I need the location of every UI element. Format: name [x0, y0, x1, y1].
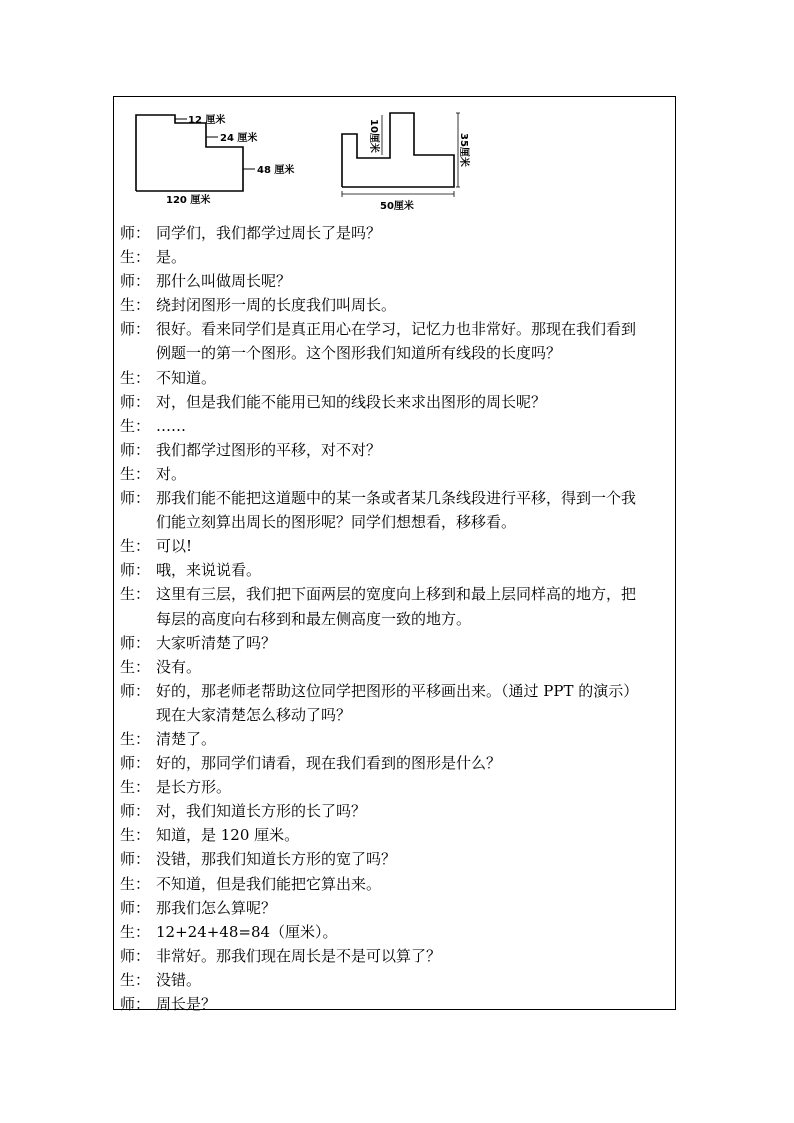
speaker-label: 生：: [120, 826, 151, 845]
dialogue-line: [120, 751, 670, 775]
dialogue-text: 非常好。那我们现在周长是不是可以算了？: [156, 946, 442, 965]
speaker-label: 生：: [120, 874, 151, 893]
dialogue-line: [120, 486, 670, 534]
speaker-label: 师：: [120, 272, 151, 291]
speaker-label: 生：: [120, 248, 151, 267]
speaker-label: 师：: [120, 946, 151, 965]
dialogue-line: [120, 558, 670, 582]
speaker-label: 师：: [120, 898, 151, 917]
dialogue-line: [120, 679, 670, 727]
speaker-label: 师：: [120, 392, 151, 411]
dialogue-text: 同学们，我们都学过周长了是吗？: [156, 224, 382, 242]
dialogue-line: [120, 775, 670, 799]
dialogue: [120, 221, 670, 1016]
dialogue-line: [120, 631, 670, 655]
dialogue-text: 好的，那老师老帮助这位同学把图形的平移画出来。（通过 PPT 的演示）: [156, 681, 639, 700]
dialogue-line: [120, 944, 670, 968]
figure-2-label-50: 50厘米: [380, 201, 414, 212]
dialogue-text: 知道，是 120 厘米。: [156, 826, 300, 845]
speaker-label: 师：: [120, 561, 151, 580]
speaker-label: 生：: [120, 416, 151, 435]
speaker-label: 师：: [120, 224, 151, 242]
dialogue-line: [120, 293, 670, 317]
dialogue-text: 清楚了。: [156, 729, 217, 748]
dialogue-text: 好的，那同学们请看，现在我们看到的图形是什么？: [156, 754, 502, 773]
dialogue-text: 可以!: [156, 537, 193, 556]
dialogue-text: 对。: [156, 464, 187, 483]
dialogue-line: [120, 872, 670, 896]
dialogue-text: 很好。看来同学们是真正用心在学习，记忆力也非常好。那现在我们看到: [156, 320, 637, 339]
dialogue-line: [120, 462, 670, 486]
speaker-label: 师：: [120, 995, 151, 1013]
dialogue-text: 那什么叫做周长呢？: [156, 272, 292, 291]
dialogue-line: [120, 390, 670, 414]
dialogue-text: 是。: [156, 248, 187, 267]
dialogue-line: [120, 896, 670, 920]
speaker-label: 师：: [120, 633, 151, 652]
speaker-label: 生：: [120, 778, 151, 797]
dialogue-text: ……: [156, 416, 186, 435]
dialogue-text: 哦，来说说看。: [156, 561, 262, 580]
speaker-label: 生：: [120, 537, 151, 556]
figure-2-t-shape: [342, 113, 471, 212]
dialogue-line: [120, 269, 670, 293]
dialogue-line: [120, 968, 670, 992]
figures: [114, 97, 677, 217]
dialogue-line: [120, 366, 670, 390]
dialogue-text: 不知道，但是我们能把它算出来。: [156, 874, 382, 893]
figure-2-label-10: 10厘米: [368, 119, 379, 153]
dialogue-text: 大家听清楚了吗？: [156, 633, 277, 652]
speaker-label: 师：: [120, 681, 151, 700]
figure-1-stepped-shape: [136, 113, 294, 206]
dialogue-line: [120, 920, 670, 944]
dialogue-line: [120, 727, 670, 751]
dialogue-text: 这里有三层，我们把下面两层的宽度向上移到和最上层同样高的地方，把: [156, 585, 637, 604]
figure-1-label-24: 24 厘米: [220, 133, 258, 144]
speaker-label: 生：: [120, 585, 151, 604]
figure-2-label-35: 35厘米: [458, 133, 469, 167]
dialogue-line: [120, 655, 670, 679]
dialogue-line: [120, 582, 670, 630]
speaker-label: 生：: [120, 922, 151, 941]
dialogue-line: [120, 847, 670, 871]
figure-1-label-120: 120 厘米: [166, 195, 211, 206]
dialogue-text: 没错，那我们知道长方形的宽了吗？: [156, 850, 397, 869]
dialogue-text: 对，但是我们能不能用已知的线段长来求出图形的周长呢？: [156, 392, 547, 411]
speaker-label: 生：: [120, 368, 151, 387]
dialogue-line: [120, 414, 670, 438]
dialogue-text: 是长方形。: [156, 778, 232, 797]
speaker-label: 生：: [120, 657, 151, 676]
dialogue-line: [120, 992, 670, 1016]
speaker-label: 师：: [120, 440, 151, 459]
dialogue-line: [120, 438, 670, 462]
dialogue-text: 12+24+48=84（厘米）。: [156, 922, 338, 941]
dialogue-text: 那我们怎么算呢？: [156, 898, 277, 917]
speaker-label: 生：: [120, 970, 151, 989]
dialogue-text: 对，我们知道长方形的长了吗？: [156, 802, 367, 821]
speaker-label: 师：: [120, 320, 151, 339]
dialogue-text: 每层的高度向右移到和最左侧高度一致的地方。: [156, 609, 472, 628]
speaker-label: 生：: [120, 296, 151, 315]
speaker-label: 师：: [120, 754, 151, 773]
dialogue-text: 没有。: [156, 657, 202, 676]
dialogue-text: 那我们能不能把这道题中的某一条或者某几条线段进行平移，得到一个我: [156, 489, 637, 508]
figure-1-label-48: 48 厘米: [257, 165, 295, 176]
speaker-label: 师：: [120, 802, 151, 821]
speaker-label: 生：: [120, 464, 151, 483]
dialogue-text: 我们都学过图形的平移，对不对？: [156, 440, 382, 459]
dialogue-text: 们能立刻算出周长的图形呢？同学们想想看，移移看。: [156, 513, 517, 532]
dialogue-line: [120, 317, 670, 365]
dialogue-line: [120, 221, 670, 245]
dialogue-line: [120, 823, 670, 847]
document-frame: [113, 96, 676, 1013]
dialogue-line: [120, 245, 670, 269]
figure-1-label-12: 12 厘米: [188, 115, 226, 126]
dialogue-text: 没错。: [156, 970, 202, 989]
dialogue-text: 周长是？: [156, 995, 217, 1013]
dialogue-text: 例题一的第一个图形。这个图形我们知道所有线段的长度吗？: [156, 344, 562, 363]
speaker-label: 师：: [120, 850, 151, 869]
dialogue-text: 不知道。: [156, 368, 217, 387]
speaker-label: 师：: [120, 489, 151, 508]
speaker-label: 生：: [120, 729, 151, 748]
dialogue-line: [120, 799, 670, 823]
dialogue-text: 现在大家清楚怎么移动了吗？: [156, 705, 352, 724]
dialogue-line: [120, 534, 670, 558]
dialogue-text: 绕封闭图形一周的长度我们叫周长。: [156, 296, 397, 315]
